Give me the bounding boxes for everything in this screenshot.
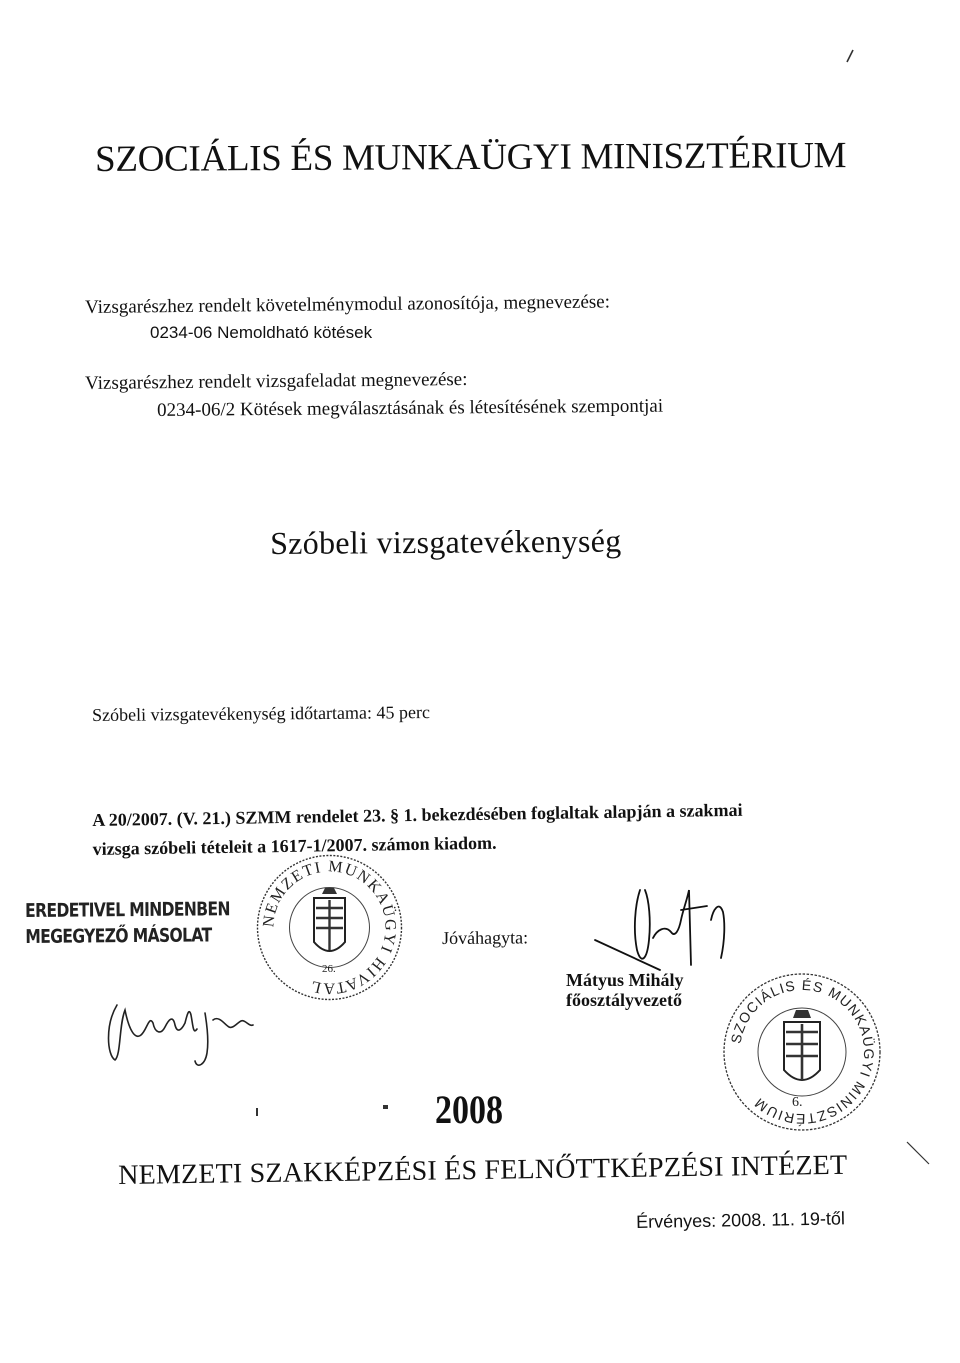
module-label: Vizsgarészhez rendelt követelménymodul azonosítója, megnevezése: [85,291,611,318]
exam-duration: Szóbeli vizsgatevékenység időtartama: 45 perc [92,702,431,725]
decree-line-1: A 20/2007. (V. 21.) SZMM rendelet 23. § 1. bekezdésében foglaltak alapján a szakmai [92,799,743,830]
certified-copy-stamp [25,896,230,950]
decree-line-2: vizsga szóbeli tételeit a 1617-1/2007. számon kiadom. [92,832,497,859]
certified-copy-line-1: EREDETIVEL MINDENBEN [25,898,230,922]
exam-title: Szóbeli vizsgatevékenység [270,522,622,561]
agency-stamp-ring-text: NEMZETI MUNKAÜGYI HIVATAL [260,858,399,997]
approver-signature [585,870,745,980]
institute-name: NEMZETI SZAKKÉPZÉSI ÉS FELNŐTTKÉPZÉSI INTÉZET [118,1149,848,1191]
approver-title: főosztályvezető [566,990,682,1010]
scan-speck [383,1105,388,1109]
stray-mark [845,48,857,64]
ministry-stamp [718,968,886,1136]
valid-from: Érvényes: 2008. 11. 19-től [636,1208,846,1232]
stray-mark [905,1140,935,1170]
ministry-stamp-ring-text: SZOCIÁLIS ÉS MUNKAÜGYI MINISZTÉRIUM [727,976,878,1128]
decree-text [92,796,743,864]
scan-speck [256,1108,258,1116]
issue-year: 2008 [435,1087,503,1132]
approver-block [566,970,684,1010]
agency-stamp-number: 26. [322,963,336,975]
ministry-stamp-number: 6. [792,1095,803,1110]
copy-signature [95,985,275,1075]
task-label: Vizsgarészhez rendelt vizsgafeladat megnevezése: [85,368,468,394]
agency-stamp [252,850,407,1005]
certified-copy-line-2: MEGEGYEZŐ MÁSOLAT [25,924,212,948]
module-value: 0234-06 Nemoldható kötések [150,323,373,342]
ministry-title: SZOCIÁLIS ÉS MUNKAÜGYI MINISZTÉRIUM [95,135,847,180]
approved-by-label: Jóváhagyta: [442,927,529,948]
approver-name: Mátyus Mihály [566,970,684,990]
task-value: 0234-06/2 Kötések megválasztásának és létesítésének szempontjai [157,395,664,421]
